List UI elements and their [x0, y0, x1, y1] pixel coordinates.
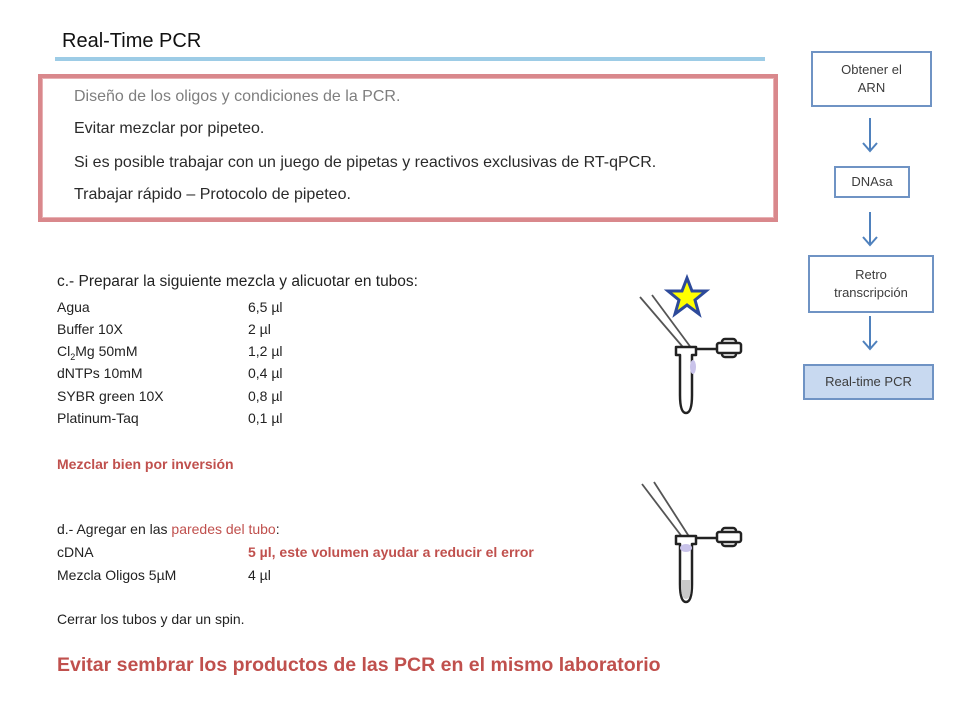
title-underline — [55, 57, 765, 61]
down-arrow-icon — [862, 316, 878, 352]
reagent-name: $Cl_2Mg$ 50mM — [57, 343, 138, 362]
step-d-heading: d.- Agregar en las paredes del tubo: — [57, 521, 280, 537]
down-arrow-icon — [862, 212, 878, 248]
reagent-name: Buffer 10X — [57, 321, 123, 337]
workflow-step-realtime-pcr: Real-time PCR — [803, 364, 934, 400]
workflow-step-rna: Obtener el ARN — [811, 51, 932, 107]
reagent-name: cDNA — [57, 544, 94, 560]
closing-instruction: Cerrar los tubos y dar un spin. — [57, 611, 245, 627]
reagent-volume: 6,5 µl — [248, 299, 283, 315]
reagent-name: SYBR green 10X — [57, 388, 164, 404]
reagent-volume: 4 µl — [248, 567, 271, 583]
workflow-step-rt: Retro transcripción — [808, 255, 934, 313]
step-c-heading: c.- Preparar la siguiente mezcla y alicuotar en tubos: — [57, 273, 418, 290]
precaution-item: Evitar mezclar por pipeteo. — [74, 120, 265, 137]
page-title: Real-Time PCR — [62, 30, 202, 52]
reagent-volume: 1,2 µl — [248, 343, 283, 359]
tube-with-pipette-icon — [640, 480, 750, 610]
star-icon — [668, 278, 706, 314]
reagent-volume: 2 µl — [248, 321, 271, 337]
precautions-box — [38, 74, 778, 222]
warning-text: Evitar sembrar los productos de las PCR en el mismo laboratorio — [57, 654, 661, 676]
reagent-volume: 0,1 µl — [248, 410, 283, 426]
precaution-item: Trabajar rápido – Protocolo de pipeteo. — [74, 186, 351, 203]
tube-with-pipette-icon — [640, 275, 750, 420]
precaution-item: Si es posible trabajar con un juego de pipetas y reactivos exclusivas de RT-qPCR. — [74, 154, 657, 171]
reagent-name: dNTPs 10mM — [57, 365, 143, 381]
reagent-name: Platinum-Taq — [57, 410, 139, 426]
reagent-volume: 0,4 µl — [248, 365, 283, 381]
reagent-volume: 5 µl, este volumen ayudar a reducir el error — [248, 544, 534, 560]
reagent-volume: 0,8 µl — [248, 388, 283, 404]
workflow-step-dnase: DNAsa — [834, 166, 910, 198]
mix-note: Mezclar bien por inversión — [57, 456, 234, 472]
reagent-name: Agua — [57, 299, 90, 315]
down-arrow-icon — [862, 118, 878, 154]
precaution-item: Diseño de los oligos y condiciones de la PCR. — [74, 88, 401, 105]
reagent-name: Mezcla Oligos 5µM — [57, 567, 177, 583]
